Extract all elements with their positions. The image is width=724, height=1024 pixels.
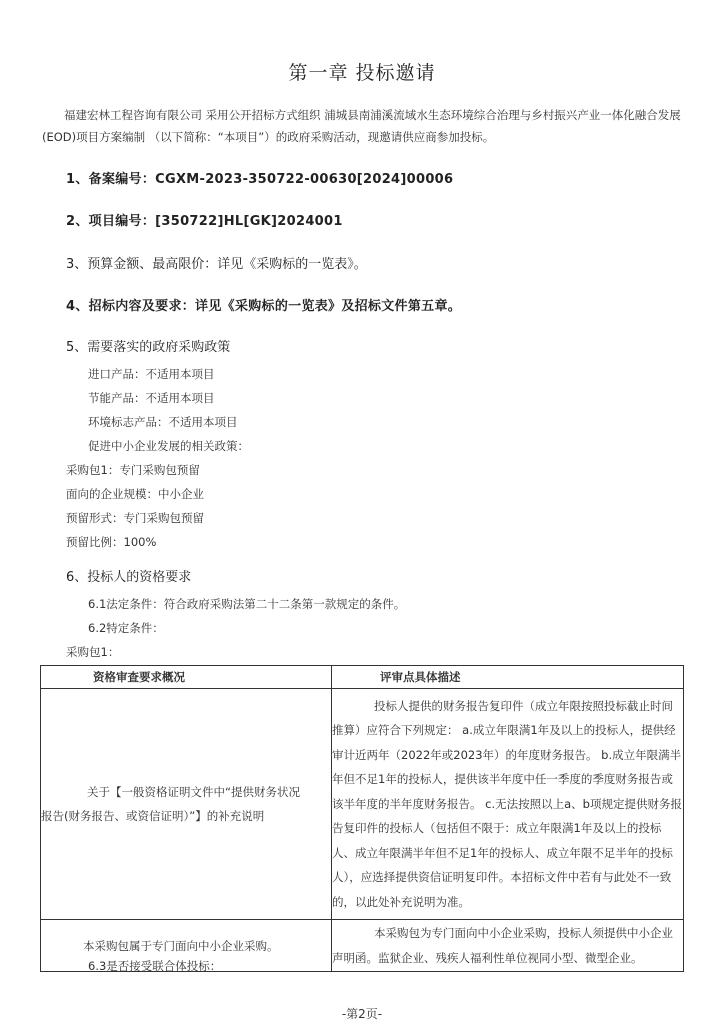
- table-cell-description: 本采购包为专门面向中小企业采购，投标人须提供中小企业声明函。监狱企业、残疾人福利性单位视同小型、微型企业。: [332, 920, 684, 972]
- policy-import: 进口产品：不适用本项目: [88, 367, 215, 381]
- section-5-heading: 5、需要落实的政府采购政策: [66, 340, 231, 355]
- section-1-filing-number: 1、备案编号：CGXM-2023-350722-00630[2024]00006: [66, 172, 454, 187]
- table-row: [41, 689, 684, 920]
- policy-package: 采购包1：专门采购包预留: [66, 463, 200, 477]
- table-header-row: [41, 666, 684, 689]
- joint-bidding-question: 6.3是否接受联合体投标：: [88, 959, 222, 973]
- section-2-project-number: 2、项目编号：[350722]HL[GK]2024001: [66, 214, 343, 229]
- policy-sme: 促进中小企业发展的相关政策：: [88, 439, 249, 453]
- section-3-budget: 3、预算金额、最高限价：详见《采购标的一览表》。: [66, 257, 367, 272]
- section-6-heading: 6、投标人的资格要求: [66, 570, 192, 585]
- table-cell-requirement: 本采购包属于专门面向中小企业采购。: [41, 920, 332, 972]
- intro-paragraph: [42, 104, 692, 148]
- policy-environment: 环境标志产品：不适用本项目: [88, 415, 238, 429]
- policy-scale: 面向的企业规模：中小企业: [66, 487, 204, 501]
- specific-conditions: 6.2特定条件：: [88, 621, 164, 635]
- policy-ratio: 预留比例：100%: [66, 535, 157, 549]
- table-header-overview: 资格审查要求概况: [41, 666, 332, 689]
- qualification-table: [40, 665, 684, 972]
- table-cell-description: 投标人提供的财务报告复印件（成立年限按照投标截止时间推算）应符合下列规定： a.成立年限满1年及以上的投标人，提供经审计近两年（2022年或2023年）的年度财务报告。 b.成立年限满半年但不足1年的投标人，提供该半年度中任一季度的季度财务报告或该半年度的半年度财务报告。 c.无法按照以上a、b项规定提供财务报告复印件的投标人（包括但不限于：成立年限满1年及以上的投标人、成立年限满半年但不足1年的投标人、成立年限不足半年的投标人），应选择提供资信证明复印件。本招标文件中若有与此处不一致的，以此处补充说明为准。: [332, 689, 684, 920]
- page-number: -第2页-: [341, 1007, 383, 1021]
- policy-energy: 节能产品：不适用本项目: [88, 391, 215, 405]
- page-title: 第一章 投标邀请: [288, 62, 436, 84]
- table-cell-requirement: 关于【一般资格证明文件中“提供财务状况 报告(财务报告、或资信证明）”】的补充说明: [41, 689, 332, 920]
- legal-conditions: 6.1法定条件：符合政府采购法第二十二条第一款规定的条件。: [88, 597, 406, 611]
- package-label: 采购包1：: [66, 645, 120, 659]
- section-4-content: 4、招标内容及要求：详见《采购标的一览表》及招标文件第五章。: [66, 299, 462, 314]
- policy-form: 预留形式：专门采购包预留: [66, 511, 204, 525]
- table-header-description: 评审点具体描述: [332, 666, 684, 689]
- intro-text: 福建宏林工程咨询有限公司 采用公开招标方式组织 浦城县南浦溪流域水生态环境综合治理与乡村振兴产业一体化融合发展(EOD)项目方案编制 （以下简称：“本项目”）的政府采购活动，现邀请供应商参加投标。: [42, 108, 681, 144]
